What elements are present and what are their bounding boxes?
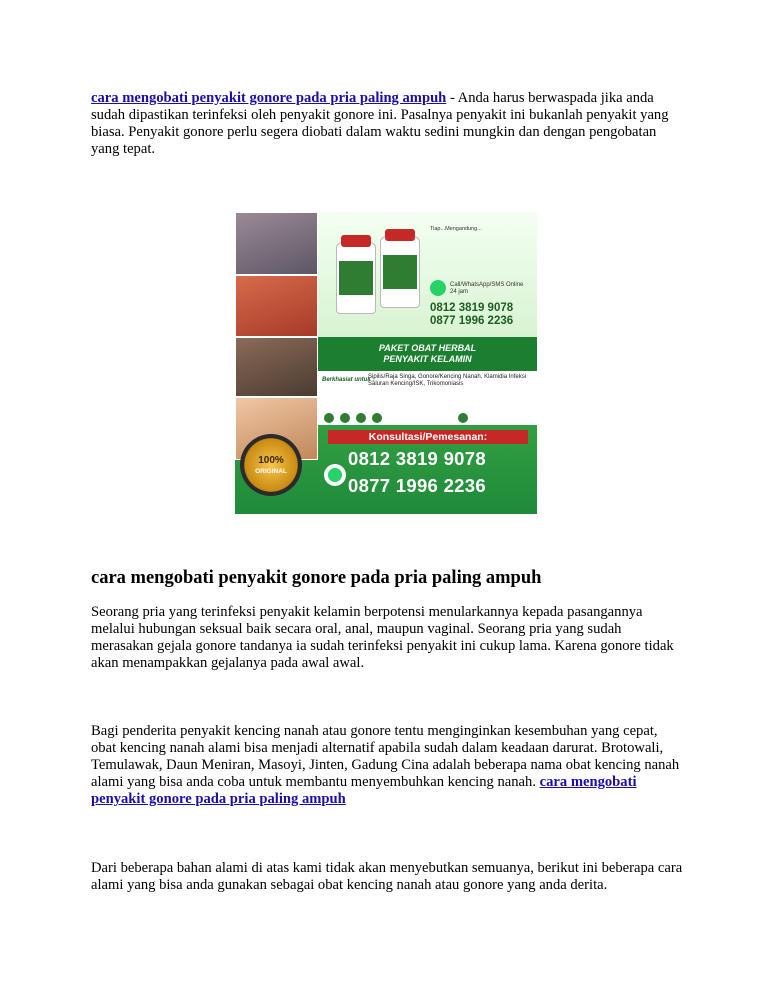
phone-2: 0877 1996 2236 bbox=[430, 315, 514, 327]
cert-logo-icon bbox=[356, 413, 366, 423]
intro-text: - Anda harus berwaspada jika anda sudah dipastikan terinfeksi oleh penyakit gonore ini. Pasalnya penyakit ini bukanlah penyakit yang biasa. Penyakit gonore perlu segera diobati dalam waktu sedini mungkin dan dengan pengobatan yang tepat. bbox=[91, 90, 669, 157]
certification-logos bbox=[318, 411, 537, 425]
ad-photo-2 bbox=[235, 275, 318, 337]
phone-numbers-small bbox=[430, 302, 513, 328]
cert-logo-icon bbox=[372, 413, 382, 423]
intro-link[interactable]: cara mengobati penyakit gonore pada pria paling ampuh bbox=[91, 90, 447, 106]
paragraph-2: Seorang pria yang terinfeksi penyakit kelamin berpotensi menularkannya kepada pasangannya melalui hubungan seksual baik secara oral, anal, maupun vaginal. Seorang pria yang sudah merasakan gejala gonore tandanya ia sudah terinfeksi penyakit ini cukup lama. Karena gonore tidak akan menampakkan gejalanya pada awal awal. bbox=[91, 604, 674, 671]
cert-logo-icon bbox=[324, 413, 334, 423]
ad-photo-3 bbox=[235, 337, 318, 397]
product-bottle bbox=[380, 236, 420, 308]
paragraph-4: Dari beberapa bahan alami di atas kami tidak akan menyebutkan semuanya, berikut ini beberapa cara alami yang bisa anda gunakan sebagai obat kencing nanah atau gonore yang anda derita. bbox=[91, 860, 683, 893]
original-seal-icon bbox=[240, 434, 302, 496]
company-logo-icon bbox=[458, 413, 468, 423]
product-bottle bbox=[336, 242, 376, 314]
seal-percent: 100% bbox=[258, 455, 284, 466]
cert-logo-icon bbox=[340, 413, 350, 423]
phone-1-large: 0812 3819 9078 bbox=[348, 448, 486, 469]
consult-label: Konsultasi/Pemesanan: bbox=[328, 430, 528, 444]
banner-line-1: PAKET OBAT HERBAL bbox=[378, 343, 477, 353]
herbal-ad-image bbox=[235, 212, 537, 514]
banner-line-2: PENYAKIT KELAMIN bbox=[383, 354, 472, 364]
ingredients-text: Tiap...Mengandung... bbox=[430, 226, 482, 232]
product-panel bbox=[318, 212, 537, 337]
product-banner bbox=[318, 337, 537, 371]
paragraph-3 bbox=[91, 723, 686, 808]
benefit-label: Berkhasiat untuk : bbox=[322, 377, 375, 383]
whatsapp-icon bbox=[324, 464, 346, 486]
consultation-panel bbox=[318, 430, 537, 514]
call-text: Call/WhatsApp/SMS Online 24 jam bbox=[450, 282, 524, 295]
section-heading: cara mengobati penyakit gonore pada pria paling ampuh bbox=[91, 568, 542, 588]
paragraph-3-text: Bagi penderita penyakit kencing nanah atau gonore tentu menginginkan kesembuhan yang cepat, obat kencing nanah alami bisa menjadi alternatif apabila sudah dalam keadaan darurat. Brotowali, Temulawak, Daun Meniran, Masoyi, Jinten, Gadung Cina adalah beberapa nama obat kencing nanah alami yang bisa anda coba untuk membantu menyembuhkan kencing nanah. bbox=[91, 723, 680, 790]
intro-paragraph bbox=[91, 90, 681, 158]
phone-1: 0812 3819 9078 bbox=[430, 302, 514, 314]
benefits-panel bbox=[318, 371, 537, 411]
whatsapp-icon bbox=[430, 280, 446, 296]
paragraph-3-link[interactable]: cara mengobati penyakit gonore pada pria paling ampuh bbox=[91, 774, 637, 807]
benefit-text: Sipilis/Raja Singa, Gonore/Kencing Nanah, Klamidia Infeksi Saluran Kencing/ISK, Trikomoniasis bbox=[368, 374, 527, 387]
phone-2-large: 0877 1996 2236 bbox=[348, 475, 486, 496]
seal-text: ORIGINAL bbox=[255, 468, 287, 475]
ad-photo-1 bbox=[235, 212, 318, 275]
